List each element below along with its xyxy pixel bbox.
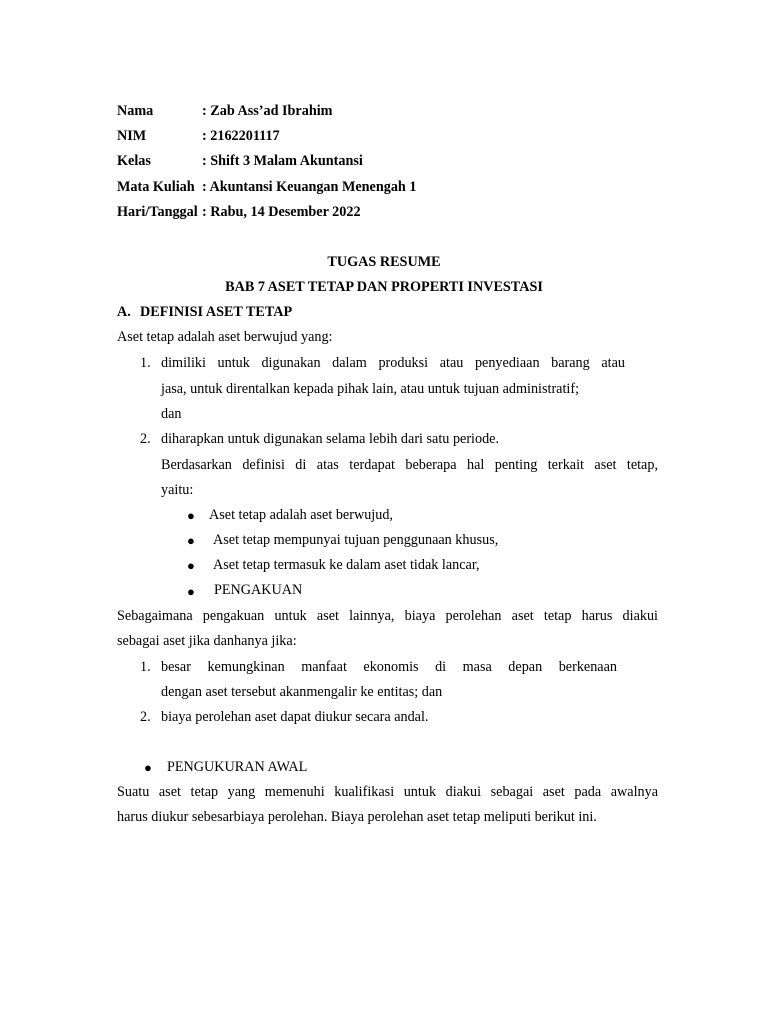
list-item-text: jasa, untuk direntalkan kepada pihak lain, atau untuk tujuan administratif; <box>161 381 580 397</box>
info-label-nim: NIM <box>117 128 147 144</box>
document-title: TUGAS RESUME <box>327 254 441 270</box>
bullet-icon: ● <box>187 584 195 599</box>
bullet-icon: ● <box>187 558 195 573</box>
info-label-nama: Nama <box>117 103 154 119</box>
list-item-text: diharapkan untuk digunakan selama lebih dari satu periode. <box>161 431 500 447</box>
list-number: 1. <box>140 659 151 675</box>
bullet-icon: ● <box>187 508 195 523</box>
info-value-nim: : 2162201117 <box>202 128 280 144</box>
section-heading-pengukuran: PENGUKURAN AWAL <box>167 759 308 775</box>
list-item-text: yaitu: <box>161 482 194 498</box>
list-item-text: dan <box>161 406 182 422</box>
section-a-heading: DEFINISI ASET TETAP <box>140 304 293 320</box>
list-number: 2. <box>140 431 151 447</box>
bullet-item-text: PENGAKUAN <box>214 582 303 598</box>
list-item-text: dimiliki untuk digunakan dalam produksi atau penyediaan barang atau <box>161 355 625 371</box>
bullet-item-text: Aset tetap mempunyai tujuan penggunaan khusus, <box>213 532 499 548</box>
paragraph-line: harus diukur sebesarbiaya perolehan. Biaya perolehan aset tetap meliputi berikut ini. <box>117 809 597 825</box>
list-item-text: biaya perolehan aset dapat diukur secara andal. <box>161 709 429 725</box>
info-label-mata-kuliah: Mata Kuliah <box>117 179 195 195</box>
info-value-kelas: : Shift 3 Malam Akuntansi <box>202 153 363 169</box>
info-label-hari-tanggal: Hari/Tanggal <box>117 204 198 220</box>
list-item-text: Berdasarkan definisi di atas terdapat beberapa hal penting terkait aset tetap, <box>161 457 658 473</box>
paragraph-line: sebagai aset jika danhanya jika: <box>117 633 297 649</box>
info-value-nama: : Zab Ass’ad Ibrahim <box>202 103 333 119</box>
bullet-icon: ● <box>144 760 152 775</box>
bullet-icon: ● <box>187 533 195 548</box>
list-number: 2. <box>140 709 151 725</box>
list-number: 1. <box>140 355 151 371</box>
list-item-text: dengan aset tersebut akanmengalir ke entitas; dan <box>161 684 443 700</box>
info-value-hari-tanggal: : Rabu, 14 Desember 2022 <box>202 204 361 220</box>
section-a-intro: Aset tetap adalah aset berwujud yang: <box>117 329 333 345</box>
info-value-mata-kuliah: : Akuntansi Keuangan Menengah 1 <box>202 179 417 195</box>
bullet-item-text: Aset tetap termasuk ke dalam aset tidak lancar, <box>213 557 480 573</box>
list-item-text: besar kemungkinan manfaat ekonomis di masa depan berkenaan <box>161 659 617 675</box>
section-a-marker: A. <box>117 304 131 320</box>
paragraph-line: Suatu aset tetap yang memenuhi kualifikasi untuk diakui sebagai aset pada awalnya <box>117 784 658 800</box>
info-label-kelas: Kelas <box>117 153 151 169</box>
bullet-item-text: Aset tetap adalah aset berwujud, <box>209 507 393 523</box>
paragraph-line: Sebagaimana pengakuan untuk aset lainnya, biaya perolehan aset tetap harus diakui <box>117 608 658 624</box>
document-subtitle: BAB 7 ASET TETAP DAN PROPERTI INVESTASI <box>225 279 543 295</box>
